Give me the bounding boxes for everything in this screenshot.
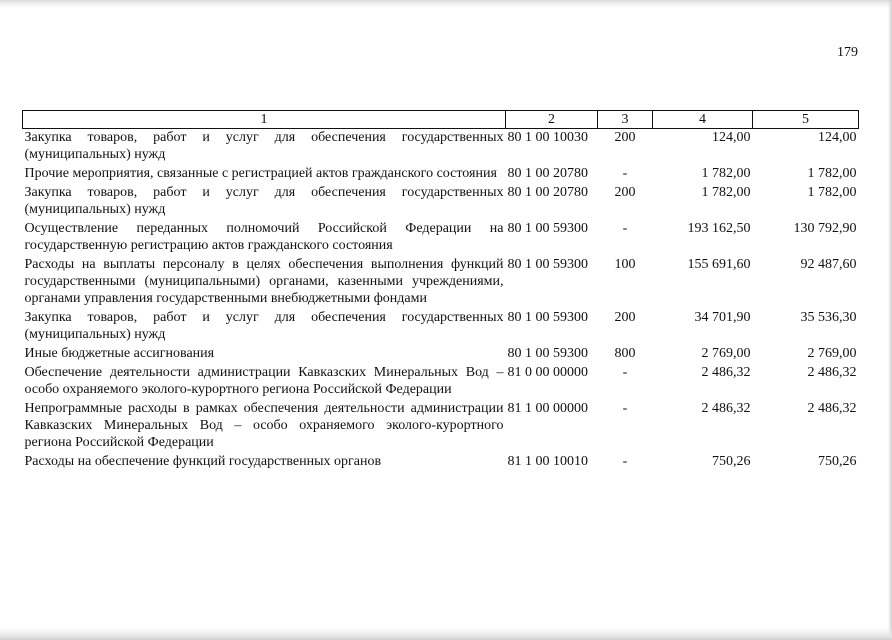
row-type: 200 <box>614 185 636 200</box>
table-row <box>23 165 859 184</box>
row-value-4: 2 486,32 <box>701 401 751 416</box>
row-value-5: 130 792,90 <box>793 221 857 236</box>
table-row <box>23 309 859 345</box>
row-name: Закупка товаров, работ и услуг для обеспечения государственных (муниципальных) нужд <box>24 185 504 217</box>
row-value-5: 2 486,32 <box>807 365 857 380</box>
row-name: Закупка товаров, работ и услуг для обеспечения государственных (муниципальных) нужд <box>24 310 504 342</box>
row-value-5: 124,00 <box>818 130 857 145</box>
row-code: 81 1 00 00000 <box>507 401 588 416</box>
table-header-row <box>23 111 859 129</box>
row-type: - <box>622 221 628 236</box>
row-code: 80 1 00 20780 <box>507 185 588 200</box>
row-code: 81 0 00 00000 <box>507 365 588 380</box>
row-type: 200 <box>614 130 636 145</box>
row-value-4: 155 691,60 <box>687 257 751 272</box>
table-row <box>23 345 859 364</box>
header-col-4: 4 <box>653 111 753 129</box>
scan-edge-right <box>888 0 892 640</box>
budget-table <box>22 110 859 472</box>
row-value-4: 1 782,00 <box>701 185 751 200</box>
header-col-2: 2 <box>506 111 598 129</box>
table-row <box>23 453 859 472</box>
row-type: - <box>622 454 628 469</box>
row-name: Непрограммные расходы в рамках обеспечения деятельности администрации Кавказских Минеральных Вод – особо охраняемого эколого-курортного региона Российской Федерации <box>24 401 504 450</box>
row-value-4: 2 486,32 <box>701 365 751 380</box>
row-value-5: 1 782,00 <box>807 185 857 200</box>
row-value-4: 124,00 <box>712 130 751 145</box>
row-value-4: 2 769,00 <box>701 346 751 361</box>
header-col-1: 1 <box>23 111 506 129</box>
row-type: 200 <box>614 310 636 325</box>
row-name: Расходы на обеспечение функций государственных органов <box>24 454 382 469</box>
row-value-4: 193 162,50 <box>687 221 751 236</box>
row-name: Обеспечение деятельности администрации Кавказских Минеральных Вод – особо охраняемого эколого-курортного региона Российской Федерации <box>24 365 504 397</box>
scan-edge-top <box>0 0 892 8</box>
row-code: 81 1 00 10010 <box>507 454 588 469</box>
row-value-5: 2 486,32 <box>807 401 857 416</box>
row-code: 80 1 00 59300 <box>507 310 588 325</box>
page-number: 179 <box>837 45 858 60</box>
row-code: 80 1 00 10030 <box>507 130 588 145</box>
row-value-4: 34 701,90 <box>694 310 751 325</box>
scan-edge-bottom <box>0 628 892 640</box>
table-row <box>23 220 859 256</box>
row-code: 80 1 00 59300 <box>507 346 588 361</box>
table-row <box>23 129 859 166</box>
row-code: 80 1 00 59300 <box>507 221 588 236</box>
row-code: 80 1 00 20780 <box>507 166 588 181</box>
header-col-5: 5 <box>753 111 859 129</box>
row-name: Закупка товаров, работ и услуг для обеспечения государственных (муниципальных) нужд <box>24 130 504 162</box>
row-value-5: 35 536,30 <box>800 310 857 325</box>
table-row <box>23 184 859 220</box>
row-name: Прочие мероприятия, связанные с регистрацией актов гражданского состояния <box>24 166 497 181</box>
row-value-5: 92 487,60 <box>800 257 857 272</box>
row-value-5: 750,26 <box>818 454 857 469</box>
row-value-5: 2 769,00 <box>807 346 857 361</box>
row-type: 800 <box>614 346 636 361</box>
header-col-3: 3 <box>598 111 653 129</box>
row-type: 100 <box>614 257 636 272</box>
table-row <box>23 364 859 400</box>
row-value-4: 1 782,00 <box>701 166 751 181</box>
row-name: Осуществление переданных полномочий Российской Федерации на государственную регистрацию актов гражданского состояния <box>24 221 504 253</box>
row-name: Иные бюджетные ассигнования <box>24 346 215 361</box>
row-value-5: 1 782,00 <box>807 166 857 181</box>
row-value-4: 750,26 <box>712 454 751 469</box>
table-row <box>23 400 859 453</box>
row-code: 80 1 00 59300 <box>507 257 588 272</box>
row-name: Расходы на выплаты персоналу в целях обеспечения выполнения функций государственными (муниципальными) органами, казенными учреждениями, органами управления государственными внебюджетными фондами <box>24 257 504 306</box>
row-type: - <box>622 401 628 416</box>
row-type: - <box>622 166 628 181</box>
table-row <box>23 256 859 309</box>
row-type: - <box>622 365 628 380</box>
